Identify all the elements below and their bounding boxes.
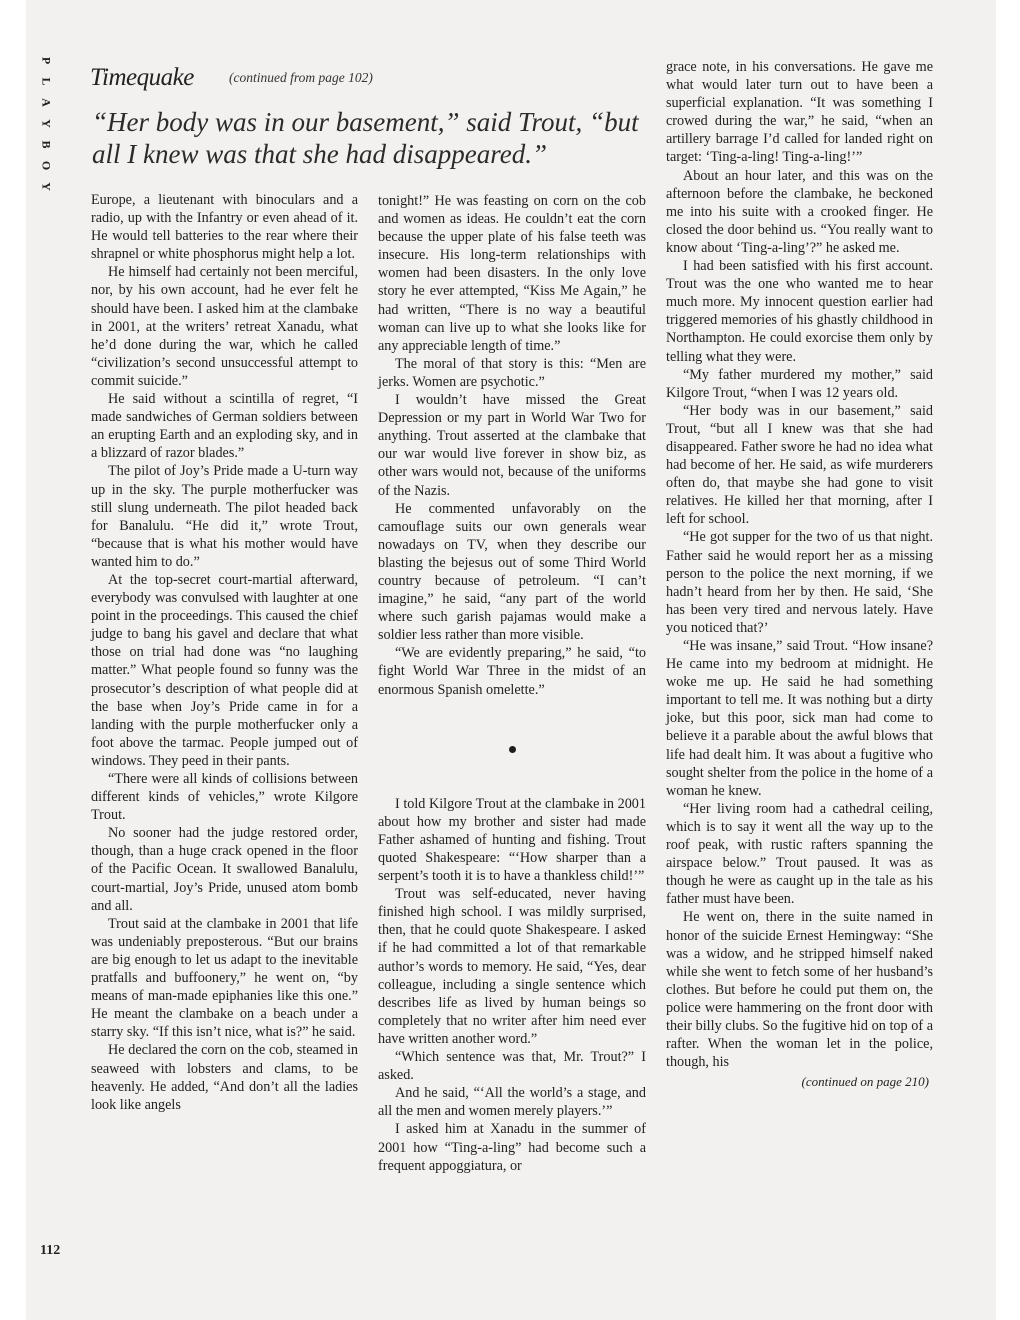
paragraph: He went on, there in the suite named in honor of the suicide Ernest Hemingway: “She was a widow, and he stripped himself naked while she went to fetch some of her husband’s clothes. But before he could put them on, the police were hammering on the front door with their billy clubs. So the fugitive hid on top of a rafter. When the woman let in the police, though, his bbox=[666, 909, 933, 1071]
magazine-running-head bbox=[36, 50, 54, 197]
paragraph: At the top-secret court-martial afterward, everybody was convulsed with laughter at one point in the proceedings. This caused the chief judge to bang his gavel and declare that what those on trial had done was “no laughing matter.” What people found so funny was the prosecutor’s description of what people did at the base when Joy’s Pride came in for a landing with the purple motherfucker only a foot above the tarmac. People jumped out of windows. They peed in their pants. bbox=[91, 571, 358, 769]
paragraph: He declared the corn on the cob, steamed in seaweed with lobsters and clams, to be heavenly. He added, “And don’t all the ladies look like angels bbox=[91, 1042, 358, 1113]
side-letter: L bbox=[39, 77, 54, 86]
paragraph: He commented unfavorably on the camouflage suits our own generals wear nowadays on TV, when they describe our blasting the bejesus out of some Third World country because of petroleum. “I can’t imagine,” he said, “any part of the world where such garish pajamas would make a soldier less rather than more visible. bbox=[378, 500, 646, 644]
paragraph: Trout said at the clambake in 2001 that life was undeniably preposterous. “But our brains are big enough to let us adapt to the inevitable pratfalls and buffoonery,” he went on, “by means of man-made epiphanies like this one.” He meant the clambake on a beach under a starry sky. “If this isn’t nice, what is?” he said. bbox=[91, 915, 358, 1041]
section-break-bullet bbox=[378, 741, 646, 759]
paragraph: Europe, a lieutenant with binoculars and a radio, up with the Infantry or even ahead of it. He would tell batteries to the rear where their shrapnel or white phosphorus might help a lot. bbox=[91, 192, 358, 263]
text-column-3 bbox=[666, 58, 933, 1091]
paragraph: He himself had certainly not been merciful, nor, by his own account, had he ever felt he should have been. I asked him at the clambake in 2001, at the writers’ retreat Xanadu, what he’d done during the war, which he called “civilization’s second unsuccessful attempt to commit suicide.” bbox=[91, 264, 358, 389]
side-letter: P bbox=[39, 56, 54, 65]
paragraph: grace note, in his conversations. He gave me what would later turn out to have been a superficial explanation. “It was something I crowed during the war,” he said, “when an artillery barrage I’d called for landed right on target: ‘Ting-a-ling! Ting-a-ling!’” bbox=[666, 59, 933, 166]
section-logo: Timequake bbox=[90, 64, 194, 91]
paragraph: I wouldn’t have missed the Great Depression or my part in World War Two for anything. Trout asserted at the clambake that our war would live forever in show biz, as other wars would not, because of the uniforms of the Nazis. bbox=[378, 392, 646, 499]
side-letter: A bbox=[39, 98, 54, 107]
text-column-2 bbox=[378, 192, 646, 1175]
side-letter: Y bbox=[39, 119, 54, 128]
text-column-1 bbox=[91, 191, 358, 1114]
paragraph: I had been satisfied with his first account. Trout was the one who wanted me to hear much more. My innocent question earlier had triggered memories of his ghastly childhood in Northampton. He could exorcise them only by telling what they were. bbox=[666, 258, 933, 365]
pull-quote: “Her body was in our basement,” said Trout, “but all I knew was that she had disappeared.” bbox=[92, 107, 639, 169]
paragraph: “He was insane,” said Trout. “How insane? He came into my bedroom at midnight. He woke me up. He said he had something important to tell me. It was nothing but a dirty joke, but this poor, sick man had come to believe it a parable about the awful blows that life had dealt him. It was about a fugitive who sought shelter from the police in the home of a woman he knew. bbox=[666, 638, 933, 799]
paragraph: No sooner had the judge restored order, though, than a huge crack opened in the floor of the Pacific Ocean. It swallowed Banalulu, court-martial, Joy’s Pride, unused atom bomb and all. bbox=[91, 825, 358, 914]
side-letter: Y bbox=[39, 182, 54, 191]
paragraph: tonight!” He was feasting on corn on the cob and women as ideas. He couldn’t eat the corn because the upper plate of his false teeth was insecure. His long-term relationships with women had been disasters. In the only love story he ever attempted, “Kiss Me Again,” he had written, “There is no way a beautiful woman can live up to what she looks like for any appreciable length of time.” bbox=[378, 193, 646, 354]
paragraph: And he said, “‘All the world’s a stage, and all the men and women merely players.’” bbox=[378, 1085, 646, 1120]
paragraph: “He got supper for the two of us that night. Father said he would report her as a missing person to the police the next morning, if we hadn’t heard from her by then. He said, ‘She has been very tired and nervous lately. Have you noticed that?’ bbox=[666, 529, 933, 636]
side-letter: O bbox=[39, 160, 54, 171]
paragraph: Trout was self-educated, never having finished high school. I was mildly surprised, then, that he could quote Shakespeare. I asked if he had committed a lot of that remarkable author’s words to memory. He said, “Yes, dear colleague, including a single sentence which describes life as lived by human beings so completely that no writer after him need ever have written another word.” bbox=[378, 886, 646, 1047]
paragraph: “Which sentence was that, Mr. Trout?” I asked. bbox=[378, 1049, 646, 1084]
paragraph: “My father murdered my mother,” said Kilgore Trout, “when I was 12 years old. bbox=[666, 366, 933, 401]
paragraph: “We are evidently preparing,” he said, “to fight World War Three in the midst of an enormous Spanish omelette.” bbox=[378, 645, 646, 698]
paragraph: “There were all kinds of collisions between different kinds of vehicles,” wrote Kilgore Trout. bbox=[91, 771, 358, 824]
side-letter: B bbox=[39, 140, 54, 149]
paragraph: About an hour later, and this was on the afternoon before the clambake, he beckoned me into his suite with a crooked finger. He closed the door behind us. “You really want to know about ‘Ting-a-ling’?” he asked me. bbox=[666, 167, 933, 256]
continued-on-note: (continued on page 210) bbox=[801, 1074, 929, 1090]
page-number: 112 bbox=[40, 1243, 61, 1258]
continued-from-note: (continued from page 102) bbox=[229, 70, 373, 85]
paragraph: The moral of that story is this: “Men are jerks. Women are psychotic.” bbox=[378, 355, 646, 390]
paragraph: He said without a scintilla of regret, “I made sandwiches of German soldiers between an erupting Earth and an exploding sky, and in a blizzard of razor blades.” bbox=[91, 391, 358, 462]
paragraph: I told Kilgore Trout at the clambake in 2001 about how my brother and sister had made Father ashamed of hunting and fishing. Trout quoted Shakespeare: “‘How sharper than a serpent’s tooth it is to have a thankless child!’” bbox=[378, 795, 646, 885]
paragraph: I asked him at Xanadu in the summer of 2001 how “Ting-a-ling” had become such a frequent appoggiatura, or bbox=[378, 1121, 646, 1174]
paragraph: “Her body was in our basement,” said Trout, “but all I knew was that she had disappeared. Father swore he had no idea what had become of her. He said, as wife murderers often do, that maybe she had gone to visit relatives. He killed her that morning, after I left for school. bbox=[666, 402, 933, 528]
paragraph: “Her living room had a cathedral ceiling, which is to say it went all the way up to the roof peak, with rustic rafters spanning the airspace below.” Trout paused. It was as though he were as caught up in the tale as his father must have been. bbox=[666, 800, 933, 908]
paragraph: The pilot of Joy’s Pride made a U-turn way up in the sky. The purple motherfucker was still slung underneath. The pilot headed back for Banalulu. “He did it,” wrote Trout, “because that is what his mother would have wanted him to do.” bbox=[91, 463, 358, 570]
